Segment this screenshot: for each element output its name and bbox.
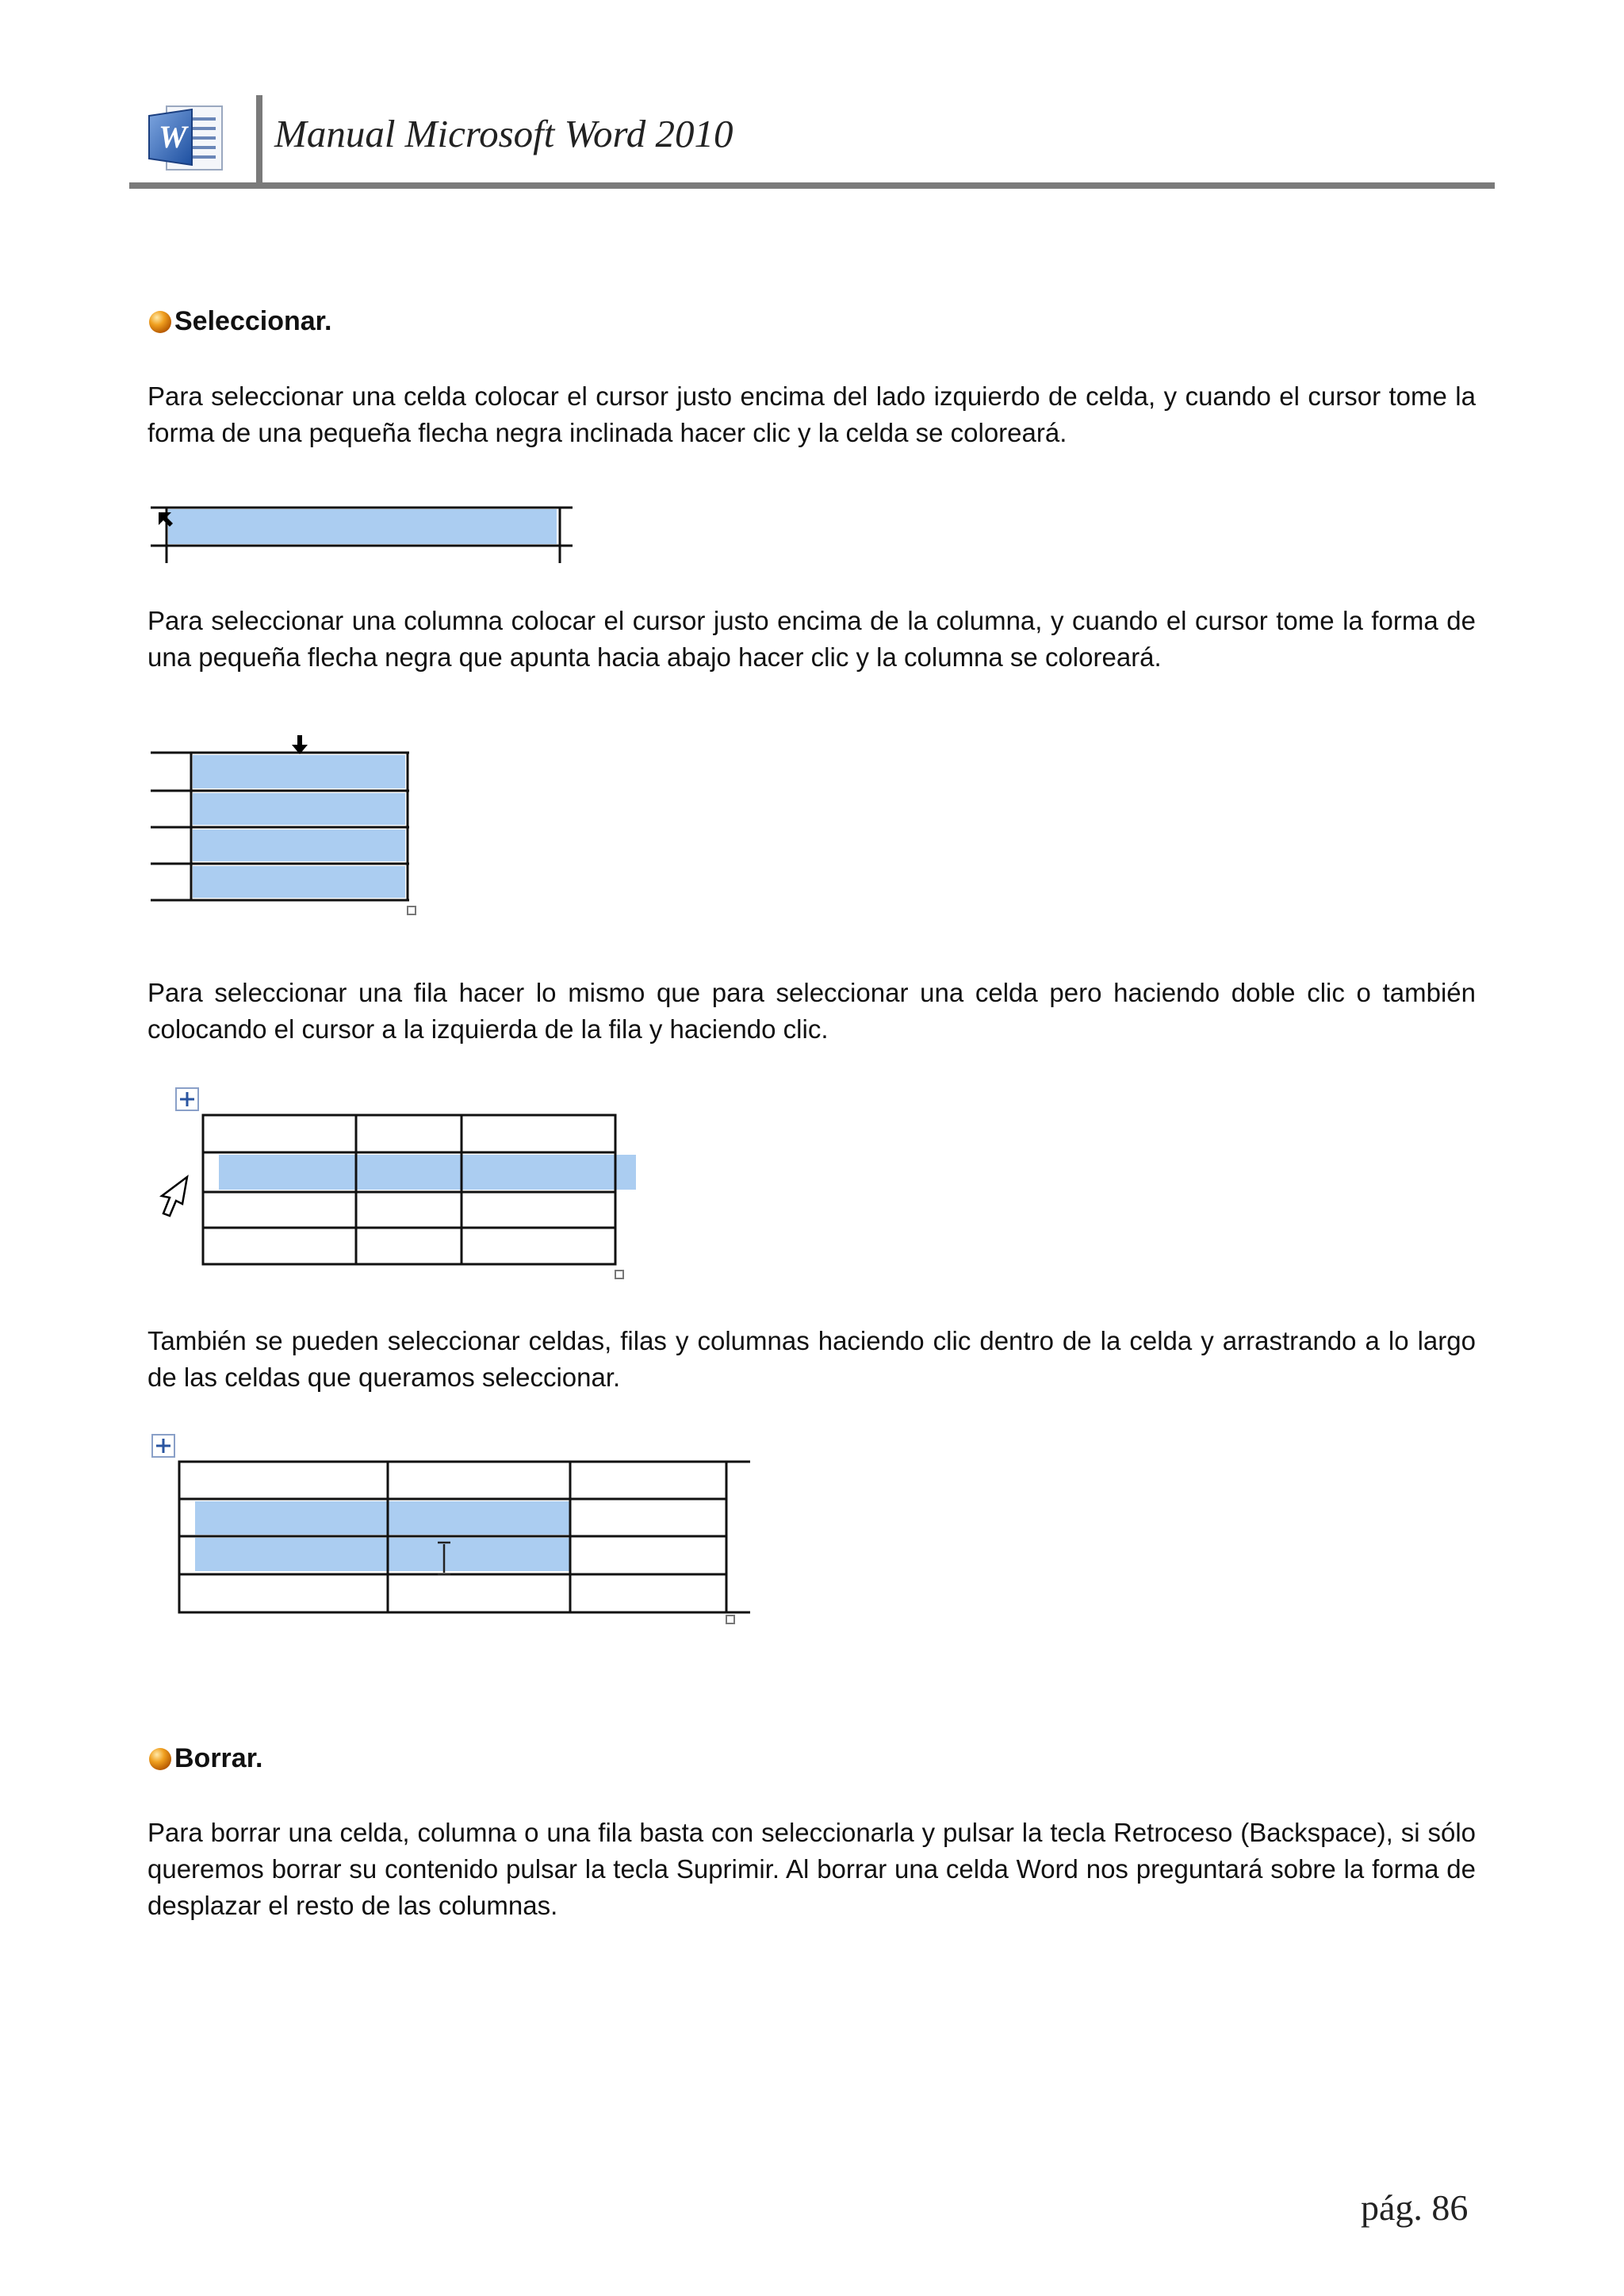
figure-select-column [147,734,433,928]
cursor-arrow-down-icon [292,735,308,754]
figure-select-cell [147,500,576,567]
section-heading-text: Seleccionar. [174,306,332,336]
table-move-handle-icon [176,1088,198,1110]
figure-drag-select [147,1432,750,1642]
page-header-title: Manual Microsoft Word 2010 [274,112,733,155]
paragraph: Para seleccionar una columna colocar el cursor justo encima de la columna, y cuando el cursor tome la forma de una pequeña flecha negra que apunta hacia abajo hacer clic y la columna se coloreará. [147,606,1476,672]
paragraph: Para seleccionar una celda colocar el cursor justo encima del lado izquierdo de celda, y cuando el cursor tome la forma de una pequeña flecha negra inclinada hacer clic y la celda se coloreará. [147,381,1476,447]
paragraph: Para borrar una celda, columna o una fila basta con seleccionarla y pulsar la tecla Retroceso (Backspace), si sólo queremos borrar su contenido pulsar la tecla Suprimir. Al borrar una celda Word nos preguntará sobre la forma de desplazar el resto de las columnas. [147,1818,1476,1920]
header-divider [256,95,262,184]
selected-row [219,1155,636,1190]
resize-handle-icon [726,1616,734,1623]
selected-cell [168,509,557,544]
word-logo-icon [143,102,230,177]
section-heading-borrar [149,1743,263,1774]
resize-handle-icon [615,1271,623,1278]
paragraph: Para seleccionar una fila hacer lo mismo que para seleccionar una celda pero haciendo doble clic o también colocando el cursor a la izquierda de la fila y haciendo clic. [147,978,1476,1044]
paragraph: También se pueden seleccionar celdas, filas y columnas haciendo clic dentro de la celda y arrastrando a lo largo de las celdas que queramos seleccionar. [147,1326,1476,1392]
logo-letter: W [159,119,187,155]
page-number: pág. 86 [1361,2187,1469,2228]
bullet-icon [149,1748,171,1770]
figure-select-row [147,1085,655,1295]
table-move-handle-icon [152,1435,174,1457]
section-heading-seleccionar [149,306,331,337]
section-heading-text: Borrar. [174,1743,263,1773]
header-rule [129,182,1495,189]
bullet-icon [149,311,171,333]
cursor-arrow-white-icon [162,1177,187,1216]
resize-handle-icon [408,907,416,914]
